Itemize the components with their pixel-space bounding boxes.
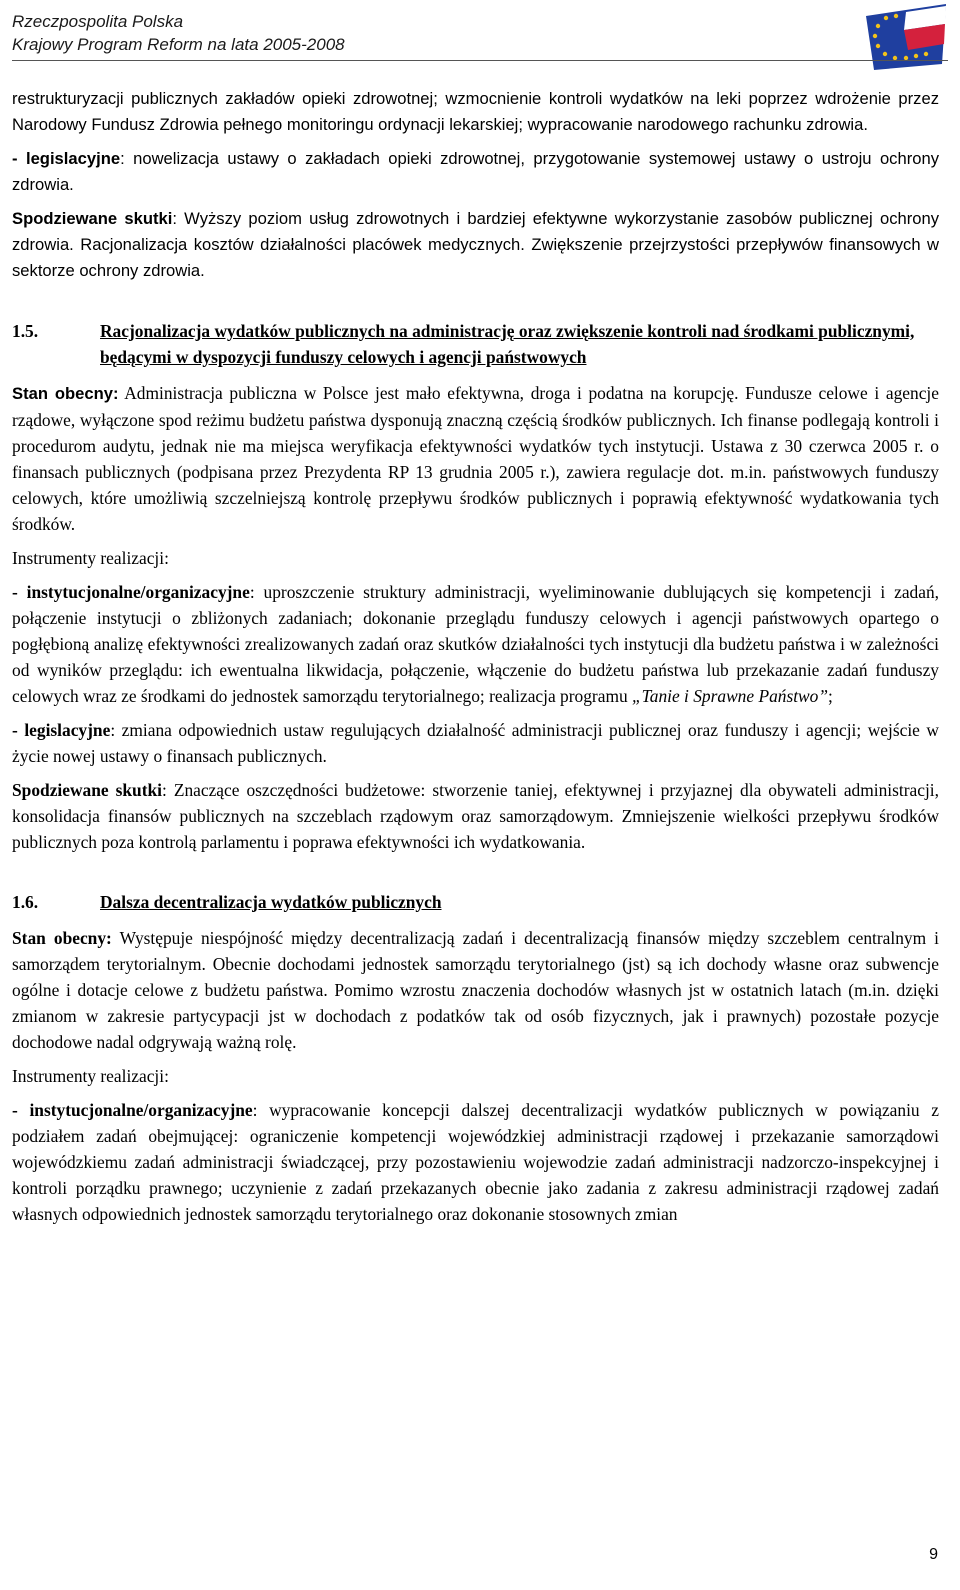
section-1-5-heading [12, 318, 939, 370]
header-line-2: Krajowy Program Reform na lata 2005-2008 [12, 35, 345, 54]
paragraph-legislative: - legislacyjne: zmiana odpowiednich ustaw regulujących działalność administracji publicznej oraz funduszy i agencji; wejście w życie nowej ustawy o finansach publicznych. [12, 720, 939, 766]
paragraph-expected-effects: Spodziewane skutki: Znaczące oszczędności budżetowe: stworzenie taniej, efektywnej i przyjaznej dla obywateli administracji, konsolidacja finansów publicznych na szczeblach rządowym oraz samorządowym. Zmniejszenie wielkości przepływu środków publicznych poza kontrolą parlamentu i poprawa efektywności ich wydatkowania. [12, 780, 939, 852]
section-number: 1.5. [12, 321, 39, 341]
paragraph-health-legislative: - legislacyjne: nowelizacja ustawy o zakładach opieki zdrowotnej, przygotowanie systemowej ustawy o ustroju ochrony zdrowia. [12, 149, 939, 194]
instruments-heading: Instrumenty realizacji: [12, 548, 169, 568]
paragraph-institutional: - instytucjonalne/organizacyjne: wypracowanie koncepcji dalszej decentralizacji wydatków publicznych w powiązaniu z podziałem zadań obejmującej: ograniczenie kompetencji wojewódzkiej administracji rządowej i przekazanie samorządowi wojewódzkiemu zadań administracji świadczącej, przy pozostawieniu wojewodzie zadań administracji nadzorczo-inspekcyjnej i kontroli porządku prawnego; uczynienie z zadań przekazanych obecnie jako zadania z zakresu administracji rządowej zadań własnych odpowiednich jednostek samorządu terytorialnego oraz dokonanie stosownych zmian [12, 1100, 939, 1224]
header-divider [12, 60, 948, 61]
paragraph-health-restructuring: restrukturyzacji publicznych zakładów opieki zdrowotnej; wzmocnienie kontroli wydatków na leki poprzez wdrożenie przez Narodowy Fundusz Zdrowia pełnego monitoringu ordynacji lekarskiej; wypracowanie narodowego rachunku zdrowia. [12, 89, 939, 134]
instruments-heading: Instrumenty realizacji: [12, 1066, 169, 1086]
document-body [12, 86, 939, 1235]
section-title: Racjonalizacja wydatków publicznych na administrację oraz zwiększenie kontroli nad środkami publicznymi, będącymi w dyspozycji funduszy celowych i agencji państwowych [100, 321, 915, 367]
paragraph-current-state: Stan obecny: Występuje niespójność między decentralizacją zadań i decentralizacją finansów między szczeblem centralnym i samorządem terytorialnym. Obecnie dochodami jednostek samorządu terytorialnego (jst) są ich dochody własne oraz subwencje ogólne i dotacje celowe z budżetu państwa. Pomimo wzrostu znaczenia dochodów własnych jst w ostatnich latach (m.in. dzięki zmianom w zakresie partycypacji jst w dochodach z podatków tak od osób fizycznych, jak i prawnych) pozostałe pozycje dochodowe nadal odgrywają ważną rolę. [12, 928, 939, 1052]
header-line-1: Rzeczpospolita Polska [12, 12, 184, 31]
paragraph-current-state: Stan obecny: Administracja publiczna w Polsce jest mało efektywna, droga i podatna na korupcję. Fundusze celowe i agencje rządowe, wyłączone spod reżimu budżetu państwa dysponują znaczną częścią środków publicznych. Ich finanse podlegają kontroli i procedurom audytu, jednak nie ma miejsca weryfikacja efektywności wydatków tych instytucji. Ustawa z 30 czerwca 2005 r. o finansach publicznych (podpisana przez Prezydenta RP 13 grudnia 2005 r.), zawiera regulacje dot. m.in. państwowych funduszy celowych, które umożliwią szczelniejszą kontrolę przepływu środków publicznych i poprawią efektywność wydatkowania tych środków. [12, 383, 939, 534]
section-title: Dalsza decentralizacja wydatków publicznych [100, 892, 442, 912]
section-number: 1.6. [12, 892, 39, 912]
section-1-6-heading [12, 889, 939, 915]
page-number: 9 [929, 1546, 938, 1563]
paragraph-health-effects: Spodziewane skutki: Wyższy poziom usług zdrowotnych i bardziej efektywne wykorzystanie zasobów publicznej ochrony zdrowia. Racjonalizacja kosztów działalności placówek medycznych. Zwiększenie przejrzystości przepływów finansowych w sektorze ochrony zdrowia. [12, 209, 939, 280]
paragraph-institutional: - instytucjonalne/organizacyjne: uproszczenie struktury administracji, wyeliminowanie dublujących się kompetencji i zadań, połączenie instytucji o zbliżonych zadaniach; dokonanie przeglądu funduszy celowych i agencji państwowych opartego o pogłębioną analizę efektywności zrealizowanych zadań oraz skutków działalności tych instytucji dla budżetu państwa i w zależności od wyników przeglądu: ich ewentualna likwidacja, połączenie, włączenie do budżetu państwa lub przekazanie zadań funduszy celowych wraz ze środkami do jednostek samorządu terytorialnego; realizacja programu „Tanie i Sprawne Państwo”; [12, 582, 939, 706]
document-header [12, 10, 345, 56]
